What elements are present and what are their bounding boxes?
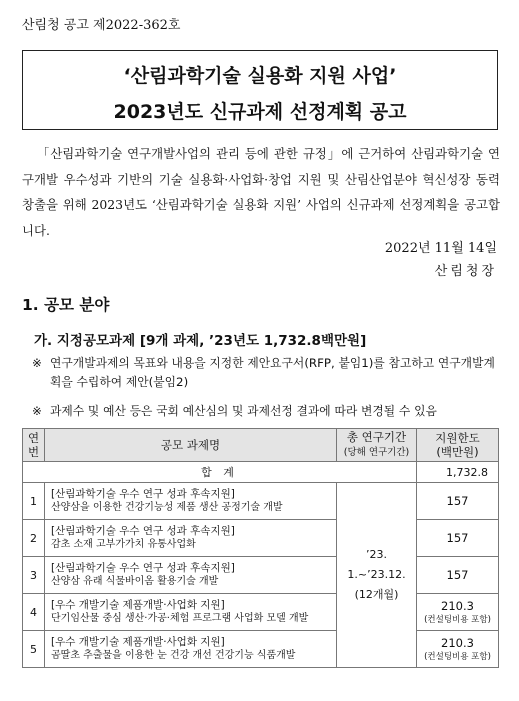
project-category: [우수 개발기술 제품개발·사업화 지원] (51, 599, 225, 611)
header-number: 연 번 (23, 429, 45, 462)
row-number: 4 (23, 594, 45, 631)
note-budget (32, 402, 502, 421)
project-name: 곰딸초 추출물을 이용한 눈 건강 개선 건강기능 식품개발 (51, 650, 296, 661)
period-value: ’23. 1.~’23.12. (347, 548, 406, 581)
amount-value: 210.3 (441, 636, 474, 650)
title-line-2: 2023년도 신규과제 선정계획 공고 (113, 101, 407, 123)
project-table (22, 428, 499, 668)
note-rfp (32, 354, 502, 392)
table-row (23, 483, 499, 520)
amount-value: 157 (446, 568, 469, 582)
amount-value: 157 (446, 494, 469, 508)
table-row (23, 594, 499, 631)
section-heading: 1. 공모 분야 (22, 296, 110, 314)
header-period: 총 연구기간 (당해 연구기간) (337, 429, 417, 462)
note-text: 과제수 및 예산 등은 국회 예산심의 및 과제선정 결과에 따라 변경될 수 있음 (50, 404, 437, 418)
reference-mark-icon: ※ (32, 356, 42, 370)
total-value: 1,732.8 (417, 462, 499, 483)
issuing-agency: 산림청장 (434, 264, 497, 279)
project-cell (45, 483, 337, 520)
amount-cell (417, 594, 499, 631)
amount-note: (컨설팅비용 포함) (424, 615, 491, 625)
table-row (23, 520, 499, 557)
table-row (23, 557, 499, 594)
note-text: 연구개발과제의 목표와 내용을 지정한 제안요구서(RFP, 붙임1)를 참고하고 연구개발계획을 수립하여 제안(붙임2) (50, 356, 495, 389)
table-row (23, 631, 499, 668)
period-cell (337, 483, 417, 668)
intro-text: 「산림과학기술 연구개발사업의 관리 등에 관한 규정」에 근거하여 산림과학기술 연구개발 우수성과 기반의 기술 실용화·사업화·창업 지원 및 산림산업분야 혁신성장 동력 창출을 위해 2023년도 ‘산림과학기술 실용화 지원’ 사업의 신규과제 선정계획을 공고합니다. (22, 146, 500, 238)
project-category: [우수 개발기술 제품개발·사업화 지원] (51, 636, 225, 648)
project-name: 산양삼을 이용한 건강기능성 제품 생산 공정기술 개발 (51, 502, 283, 513)
amount-cell (417, 557, 499, 594)
project-name: 감초 소재 고부가가치 유통사업화 (51, 539, 196, 550)
title-box (22, 50, 498, 130)
amount-cell (417, 520, 499, 557)
subsection-heading: 가. 지정공모과제 [9개 과제, ’23년도 1,732.8백만원] (34, 333, 367, 349)
row-number: 3 (23, 557, 45, 594)
total-label: 합 계 (23, 462, 417, 483)
intro-paragraph (22, 141, 500, 243)
amount-value: 157 (446, 531, 469, 545)
amount-note: (컨설팅비용 포함) (424, 652, 491, 662)
header-project: 공모 과제명 (45, 429, 337, 462)
project-name: 산양삼 유래 식물바이옴 활용기술 개발 (51, 576, 219, 587)
project-category: [산림과학기술 우수 연구 성과 후속지원] (51, 562, 235, 574)
project-cell (45, 631, 337, 668)
table-header-row (23, 429, 499, 462)
total-row (23, 462, 499, 483)
notice-number: 산림청 공고 제2022-362호 (22, 18, 181, 33)
title-line-1: ‘산림과학기술 실용화 지원 사업’ (123, 65, 397, 87)
project-category: [산림과학기술 우수 연구 성과 후속지원] (51, 488, 235, 500)
project-category: [산림과학기술 우수 연구 성과 후속지원] (51, 525, 235, 537)
row-number: 5 (23, 631, 45, 668)
amount-cell (417, 631, 499, 668)
row-number: 2 (23, 520, 45, 557)
project-cell (45, 520, 337, 557)
period-months: (12개월) (354, 588, 399, 601)
amount-cell (417, 483, 499, 520)
notice-date: 2022년 11월 14일 (384, 241, 497, 256)
project-cell (45, 557, 337, 594)
project-name: 단기임산물 중심 생산·가공·체험 프로그램 사업화 모델 개발 (51, 613, 309, 624)
row-number: 1 (23, 483, 45, 520)
amount-value: 210.3 (441, 599, 474, 613)
project-cell (45, 594, 337, 631)
header-limit: 지원한도 (백만원) (417, 429, 499, 462)
reference-mark-icon: ※ (32, 404, 42, 418)
